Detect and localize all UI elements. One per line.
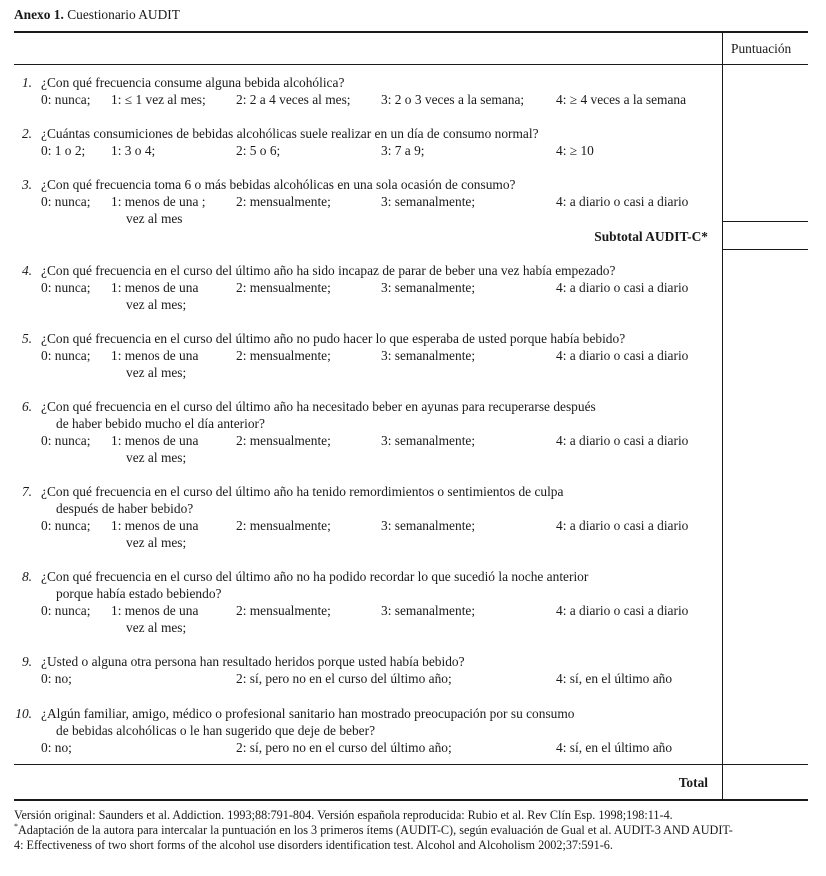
question-score-cell[interactable]	[723, 394, 808, 428]
answer-option-0: 0: no;	[41, 740, 72, 755]
total-top-rule	[14, 764, 808, 765]
answer-option-0: 0: nunca;	[41, 518, 91, 533]
subtotal-score-cell[interactable]	[723, 222, 808, 249]
header-bottom-rule	[14, 64, 808, 65]
question-text: ¿Con qué frecuencia toma 6 o más bebidas alcohólicas en una sola ocasión de consumo?	[41, 177, 516, 192]
question-score-cell[interactable]	[723, 649, 808, 683]
answer-option-1: 1: 3 o 4;	[111, 143, 156, 158]
question-text: ¿Usted o alguna otra persona han resultado heridos porque usted había bebido?	[41, 654, 465, 669]
question-number: 2.	[21, 126, 32, 141]
footnote-reference: 4: Effectiveness of two short forms of the alcohol use disorders identification test. Alcohol and Alcoholism 2002;37:591-6.	[14, 838, 613, 852]
answer-option-1: 1: menos de una ;	[111, 194, 206, 209]
answer-option-1-continued: vez al mes;	[126, 450, 187, 465]
answer-option-1: 1: menos de una	[111, 603, 199, 618]
question-text: ¿Con qué frecuencia en el curso del último año no pudo hacer lo que esperaba de usted porque había bebido?	[41, 331, 626, 346]
answer-option-0: 0: nunca;	[41, 603, 91, 618]
answer-option-4: 4: a diario o casi a diario	[556, 603, 689, 618]
answer-option-3: 3: semanalmente;	[381, 280, 476, 295]
answer-option-2: 2: mensualmente;	[236, 194, 331, 209]
question-score-cell[interactable]	[723, 70, 808, 104]
question-text-continued: porque había estado bebiendo?	[56, 586, 222, 601]
annex-title	[14, 6, 180, 23]
question-number: 8.	[21, 569, 32, 584]
annex-name: Cuestionario AUDIT	[67, 7, 180, 22]
answer-option-4: 4: ≥ 4 veces a la semana	[556, 92, 687, 107]
answer-option-0: 0: nunca;	[41, 194, 91, 209]
question-text: ¿Con qué frecuencia en el curso del último año ha sido incapaz de parar de beber una vez había empezado?	[41, 263, 616, 278]
question-number: 4.	[21, 263, 32, 278]
answer-option-1-continued: vez al mes;	[126, 535, 187, 550]
answer-option-3: 3: semanalmente;	[381, 603, 476, 618]
question-score-cell[interactable]	[723, 172, 808, 206]
question-number: 3.	[21, 177, 32, 192]
answer-option-4: 4: a diario o casi a diario	[556, 348, 689, 363]
footnote-adaptation	[14, 823, 733, 838]
answer-option-2: 2: mensualmente;	[236, 280, 331, 295]
answer-option-1: 1: menos de una	[111, 348, 199, 363]
footnote-marker: *	[14, 822, 18, 831]
question-text: ¿Con qué frecuencia en el curso del último año ha necesitado beber en ayunas para recuperarse después	[41, 399, 596, 414]
question-score-cell[interactable]	[723, 121, 808, 155]
footnote-adaptation-text: Adaptación de la autora para intercalar la puntuación en los 3 primeros ítems (AUDIT-C), según evaluación de Gual et al. AUDIT-3 AND AUDIT-	[18, 823, 733, 837]
total-score-cell[interactable]	[723, 765, 808, 799]
question-text: ¿Con qué frecuencia en el curso del último año no ha podido recordar lo que sucedió la noche anterior	[41, 569, 589, 584]
score-column-header: Puntuación	[731, 41, 792, 56]
answer-option-4: 4: a diario o casi a diario	[556, 280, 689, 295]
question-score-cell[interactable]	[723, 479, 808, 513]
subtotal-bottom-rule	[722, 249, 808, 250]
subtotal-label: Subtotal AUDIT-C*	[594, 229, 708, 244]
table-bottom-rule	[14, 799, 808, 801]
answer-option-2: 2: mensualmente;	[236, 348, 331, 363]
answer-option-1: 1: ≤ 1 vez al mes;	[111, 92, 206, 107]
answer-option-4: 4: sí, en el último año	[556, 740, 673, 755]
answer-option-0: 0: nunca;	[41, 348, 91, 363]
answer-option-3: 3: 7 a 9;	[381, 143, 425, 158]
question-text-continued: después de haber bebido?	[56, 501, 194, 516]
answer-option-0: 0: nunca;	[41, 280, 91, 295]
question-score-cell[interactable]	[723, 701, 808, 735]
total-label: Total	[678, 775, 708, 790]
annex-label: Anexo 1.	[14, 7, 64, 22]
question-text-continued: de bebidas alcohólicas o le han sugerido que deje de beber?	[56, 723, 376, 738]
answer-option-4: 4: ≥ 10	[556, 143, 594, 158]
question-number: 5.	[21, 331, 32, 346]
answer-option-4: 4: a diario o casi a diario	[556, 433, 689, 448]
answer-option-1-continued: vez al mes;	[126, 297, 187, 312]
answer-option-3: 3: 2 o 3 veces a la semana;	[381, 92, 525, 107]
question-text-continued: de haber bebido mucho el día anterior?	[56, 416, 265, 431]
answer-option-2: 2: mensualmente;	[236, 433, 331, 448]
answer-option-0: 0: nunca;	[41, 92, 91, 107]
question-score-cell[interactable]	[723, 564, 808, 598]
answer-option-2: 2: 2 a 4 veces al mes;	[236, 92, 351, 107]
answer-option-1-continued: vez al mes;	[126, 620, 187, 635]
footnote-source: Versión original: Saunders et al. Addiction. 1993;88:791-804. Versión española reproducida: Rubio et al. Rev Clín Esp. 1998;198:11-4.	[14, 808, 673, 822]
answer-option-2: 2: mensualmente;	[236, 518, 331, 533]
question-score-cell[interactable]	[723, 258, 808, 292]
answer-option-4: 4: a diario o casi a diario	[556, 194, 689, 209]
answer-option-2: 2: mensualmente;	[236, 603, 331, 618]
answer-option-3: 3: semanalmente;	[381, 194, 476, 209]
answer-option-1-continued: vez al mes;	[126, 365, 187, 380]
answer-option-0: 0: no;	[41, 671, 72, 686]
answer-option-2: 2: sí, pero no en el curso del último año;	[236, 671, 452, 686]
answer-option-3: 3: semanalmente;	[381, 518, 476, 533]
answer-option-0: 0: nunca;	[41, 433, 91, 448]
question-number: 6.	[21, 399, 32, 414]
answer-option-3: 3: semanalmente;	[381, 433, 476, 448]
question-text: ¿Con qué frecuencia en el curso del último año ha tenido remordimientos o sentimientos de culpa	[41, 484, 564, 499]
answer-option-1-continued: vez al mes	[126, 211, 183, 226]
table-top-rule	[14, 31, 808, 33]
answer-option-1: 1: menos de una	[111, 433, 199, 448]
answer-option-4: 4: a diario o casi a diario	[556, 518, 689, 533]
answer-option-3: 3: semanalmente;	[381, 348, 476, 363]
answer-option-1: 1: menos de una	[111, 518, 199, 533]
question-score-cell[interactable]	[723, 326, 808, 360]
question-number: 7.	[21, 484, 32, 499]
question-number: 10.	[15, 706, 32, 721]
answer-option-2: 2: sí, pero no en el curso del último año;	[236, 740, 452, 755]
question-text: ¿Con qué frecuencia consume alguna bebida alcohólica?	[41, 75, 345, 90]
question-number: 9.	[21, 654, 32, 669]
question-text: ¿Algún familiar, amigo, médico o profesional sanitario han mostrado preocupación por su consumo	[41, 706, 575, 721]
answer-option-4: 4: sí, en el último año	[556, 671, 673, 686]
answer-option-0: 0: 1 o 2;	[41, 143, 86, 158]
question-text: ¿Cuántas consumiciones de bebidas alcohólicas suele realizar en un día de consumo normal?	[41, 126, 539, 141]
answer-option-1: 1: menos de una	[111, 280, 199, 295]
question-number: 1.	[21, 75, 32, 90]
answer-option-2: 2: 5 o 6;	[236, 143, 281, 158]
